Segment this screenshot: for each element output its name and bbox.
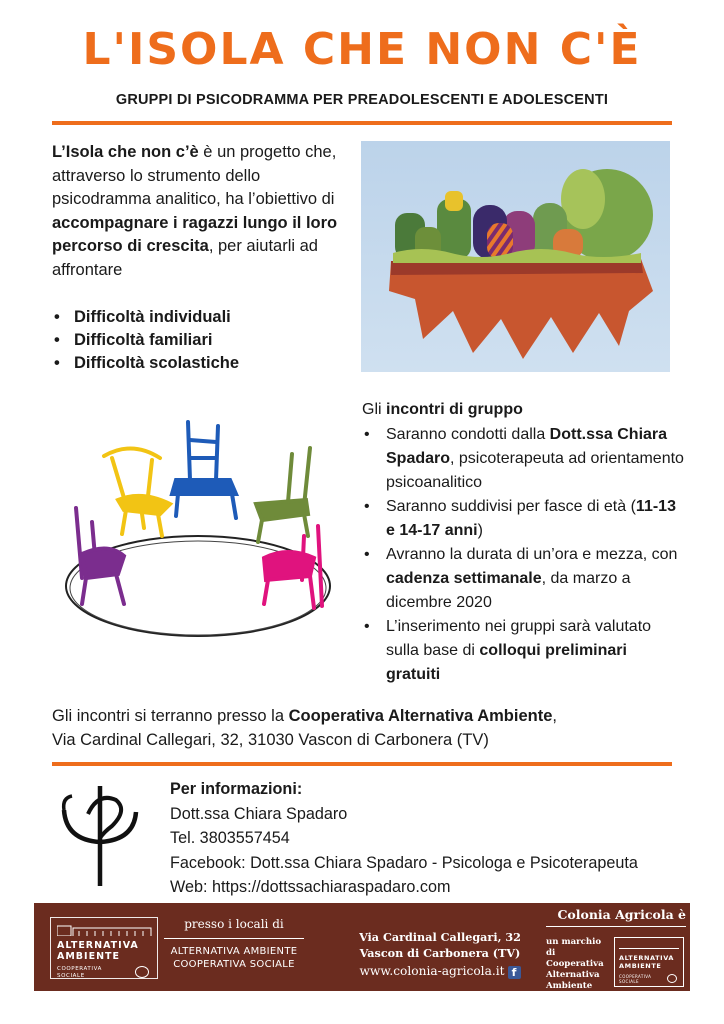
facebook-icon[interactable]: f [508,966,521,979]
list-item: • L’inserimento nei gruppi sarà valutato sulla base di colloqui preliminari gratuiti [364,615,684,687]
groups-title: Gli incontri di gruppo [362,401,523,418]
venue-text: Gli incontri si terranno presso la Cooperativa Alternativa Ambiente, Via Cardinal Callegari, 32, 31030 Vascon di Carbonera (TV) [52,707,557,749]
groups-list [364,423,684,687]
coop-line: ALTERNATIVA AMBIENTE [170,946,298,957]
address-line: Via Cardinal Callegari, 32 [359,930,521,944]
colonia-agricola-block [542,907,690,991]
colonia-heading: Colonia Agricola è [557,907,686,922]
contact-heading: Per informazioni: [170,780,303,798]
brand-sub: SOCIALE [57,973,85,979]
divider [52,121,672,125]
brand-line: ALTERNATIVA [619,954,675,962]
building-icon [619,942,679,949]
coop-line: COOPERATIVA SOCIALE [173,959,295,970]
alternativa-ambiente-small-logo [614,937,684,987]
leaf-icon [667,974,677,983]
divider [52,762,672,766]
page-title: L'ISOLA CHE NON C'È [82,24,642,75]
address-line: Vascon di Carbonera (TV) [359,946,521,960]
presso-block [164,917,304,971]
leaf-icon [135,966,149,978]
list-item: • Avranno la durata di un’ora e mezza, con cadenza settimanale, da marzo a dicembre 2020 [364,543,684,615]
difficulties-list [54,306,354,375]
alternativa-ambiente-logo [50,917,158,979]
list-item: • Difficoltà familiari [54,329,354,352]
brand-line: ALTERNATIVA [57,940,139,951]
contact-facebook[interactable]: Facebook: Dott.ssa Chiara Spadaro - Psicologa e Psicoterapeuta [170,853,638,872]
building-icon [57,924,153,936]
floating-island-painting [361,141,670,372]
contact-name: Dott.ssa Chiara Spadaro [170,804,348,823]
brand-sub: COOPERATIVA [619,974,652,979]
footer-banner [34,903,690,991]
page-subtitle: GRUPPI DI PSICODRAMMA PER PREADOLESCENTI E ADOLESCENTI [115,92,609,108]
brand-line: AMBIENTE [619,962,662,970]
brand-sub: SOCIALE [619,979,639,984]
list-item: • Difficoltà individuali [54,306,354,329]
footer-address [330,929,550,979]
presso-label: presso i locali di [184,917,284,931]
contact-info [170,777,690,900]
intro-paragraph: L’Isola che non c’è è un progetto che, attraverso lo strumento dello psicodramma analitico, ha l’obiettivo di accompagnare i ragazzi lungo il loro percorso di crescita, per aiutarli ad affrontare [52,143,338,279]
list-item: • Saranno suddivisi per fasce di età (11-13 e 14-17 anni) [364,495,684,543]
brand-sub: COOPERATIVA [57,966,102,972]
psi-logo-icon [58,782,142,892]
contact-phone[interactable]: Tel. 3803557454 [170,829,290,847]
marchio-text: un marchio di Cooperativa Alternativa Ambiente [546,937,604,991]
list-item: • Saranno condotti dalla Dott.ssa Chiara Spadaro, psicoterapeuta ad orientamento psicoanalitico [364,423,684,495]
contact-website[interactable]: Web: https://dottssachiaraspadaro.com [170,878,451,896]
footer-website-link[interactable]: www.colonia-agricola.it [359,964,505,978]
list-item: • Difficoltà scolastiche [54,352,354,375]
brand-line: AMBIENTE [57,951,120,962]
chairs-circle-illustration [52,410,342,650]
